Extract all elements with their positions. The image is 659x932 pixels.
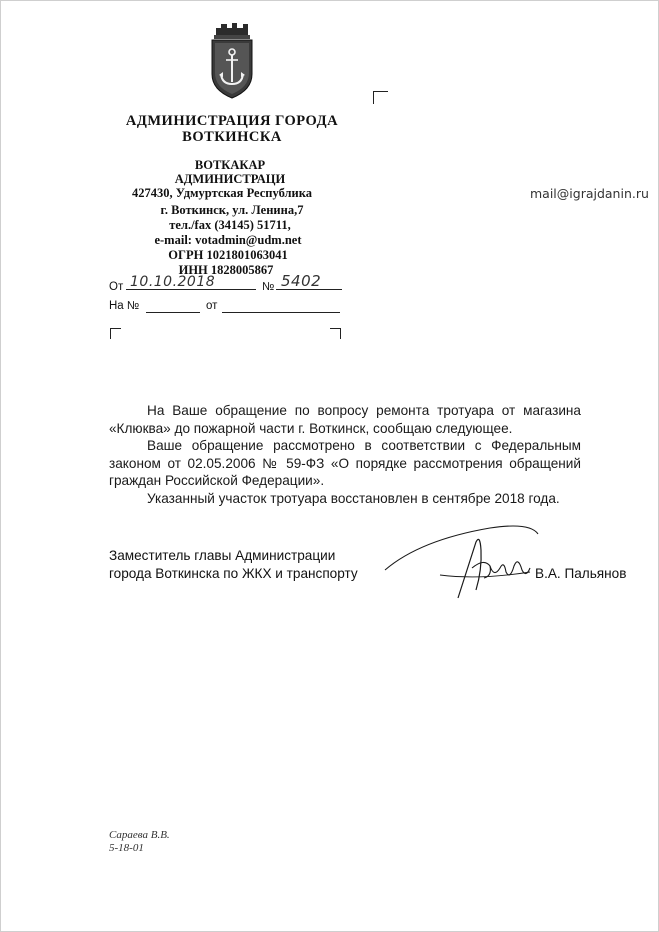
ref-from-label: от — [206, 300, 218, 312]
number-value: 5402 — [281, 272, 322, 290]
subject-corner-right — [330, 328, 341, 339]
number-label: № — [262, 281, 275, 293]
address-corner-mark — [373, 91, 388, 104]
ref-from-underline — [222, 312, 340, 313]
org-ogrn: ОГРН 1021801063041 — [168, 248, 288, 262]
signer-position-line1: Заместитель главы Администрации — [109, 548, 336, 563]
org-title-line1: АДМИНИСТРАЦИЯ ГОРОДА — [125, 113, 339, 129]
signer-name: В.А. Пальянов — [535, 566, 627, 581]
date-value: 10.10.2018 — [130, 274, 216, 290]
body-paragraph-3: Указанный участок тротуара восстановлен в сентябре 2018 года. — [147, 490, 560, 506]
org-udm-line1: ВОТКАКАР — [194, 158, 266, 172]
org-address-line2: г. Воткинск, ул. Ленина,7 — [160, 203, 304, 217]
executor-name: Сараева В.В. — [109, 829, 170, 841]
letter-body — [109, 402, 581, 507]
org-title-line2: ВОТКИНСКА — [182, 129, 282, 145]
handwritten-signature — [380, 520, 550, 605]
ref-number-label: На № — [109, 300, 140, 312]
org-email: e-mail: votadmin@udm.net — [154, 233, 302, 247]
executor-phone: 5-18-01 — [109, 842, 144, 854]
date-label: От — [109, 281, 124, 293]
coat-of-arms-emblem — [206, 22, 258, 100]
recipient-email: mail@igrajdanin.ru — [530, 186, 649, 201]
org-inn: ИНН 1828005867 — [178, 263, 274, 277]
subject-corner-left — [110, 328, 121, 339]
org-udm-line2: АДМИНИСТРАЦИ — [174, 172, 286, 186]
signer-position-line2: города Воткинска по ЖКХ и транспорту — [109, 566, 358, 581]
org-address-line1: 427430, Удмуртская Республика — [131, 186, 312, 200]
ref-number-underline — [146, 312, 200, 313]
org-phone: тел./fax (34145) 51711, — [169, 218, 291, 232]
body-paragraph-1: На Ваше обращение по вопросу ремонта тротуара от магазина «Клюква» до пожарной части г. Воткинск, сообщаю следующее. — [109, 403, 581, 436]
body-paragraph-2: Ваше обращение рассмотрено в соответствии с Федеральным законом от 02.05.2006 № 59-ФЗ «О порядке рассмотрения обращений граждан Российской Федерации». — [109, 438, 581, 488]
